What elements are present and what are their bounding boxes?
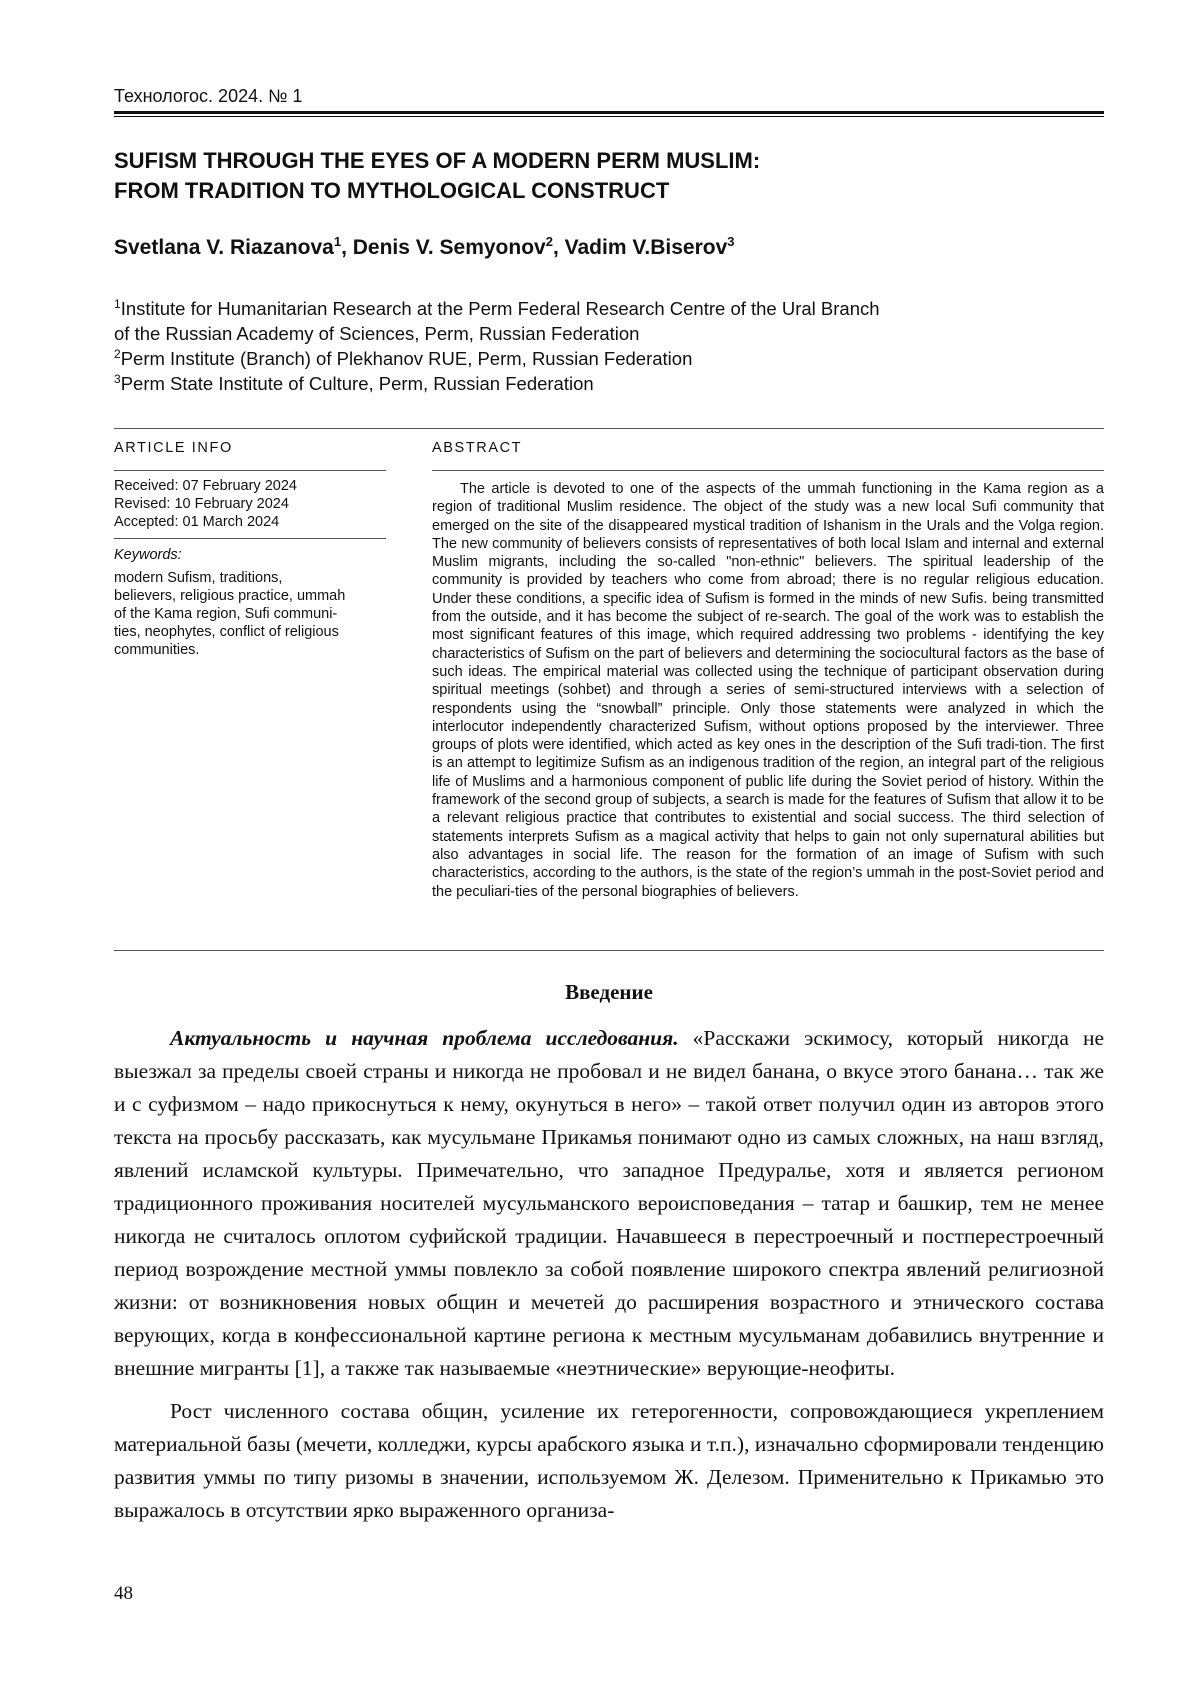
keywords-label: Keywords: xyxy=(114,547,182,563)
author-affiliation-mark: 1 xyxy=(333,234,342,249)
paragraph-text: «Расскажи эскимосу, который никогда не выезжал за пределы своей страны и никогда не пробовал и не видел банана, о вкусе этого банана… так же и с суфизмом – надо прикоснуться к нему, окунуться в него» – такой ответ получил один из авторов этого текста на просьбу рассказать, как мусульмане Прикамья понимают одно из самых сложных, на наш взгляд, явлений исламской культуры. Примечательно, что западное Предуралье, хотя и является регионом традиционного проживания носителей мусульманского вероисповедания – татар и башкир, тем не менее никогда не считалось оплотом суфийской традиции. Начавшееся в перестроечный и постперестроечный период возрождение местной уммы повлекло за собой появление широкого спектра явлений религиозной жизни: от возникновения новых общин и мечетей до расширения возрастного и этнического состава верующих, когда в конфессиональной картине региона к местным мусульманам добавились внутренние и внешние мигранты [1], а также так называемые «неэтнические» верующие-неофиты. xyxy=(114,1026,1105,1380)
author-separator: , xyxy=(341,236,353,259)
author-name: Vadim V.Biserov xyxy=(564,236,728,259)
info-top-rule xyxy=(114,428,1104,429)
affiliation-line xyxy=(114,346,1104,371)
author-affiliation-mark: 3 xyxy=(727,234,735,249)
affiliation-mark: 1 xyxy=(114,297,121,311)
article-info-label-rule xyxy=(114,470,386,471)
keywords-line: ties, neophytes, conflict of religious xyxy=(114,624,339,640)
paragraph-lead-phrase: Актуальность и научная проблема исследования. xyxy=(170,1026,679,1050)
affiliation-list xyxy=(114,296,1104,396)
abstract-label-rule xyxy=(432,470,1104,471)
abstract-label: ABSTRACT xyxy=(432,440,523,456)
received-date: Received: 07 February 2024 xyxy=(114,478,297,494)
author-name: Denis V. Semyonov xyxy=(352,236,546,259)
affiliation-text: Perm Institute (Branch) of Plekhanov RUE, Perm, Russian Federation xyxy=(120,348,693,369)
abstract-text: The article is devoted to one of the aspects of the ummah functioning in the Kama region as a region of traditional Muslim residence. The object of the study was a new local Sufi community that emerged on the site of the disappeared mystical tradition of Ishanism in the Urals and the Volga region. The new community of believers consists of representatives of both local Islam and internal and external Muslim migrants, including the so-called "non-ethnic" believers. The spiritual leadership of the community is provided by teachers who come from abroad; there is no regular religious education. Under these conditions, a specific idea of Sufism is formed in the minds of new Sufis. being transmitted from the outside, and it has become the subject of re-search. The goal of the work was to establish the most significant features of this image, which required addressing two problems - identifying the key characteristics of Sufism on the part of believers and determining the sociocultural factors as the base of such ideas. The empirical material was collected using the technique of participant observation during spiritual meetings (sohbet) and through a series of semi-structured interviews with a selection of respondents using the “snowball” principle. Only those statements were analyzed in which the interlocutor independently characterized Sufism, without options proposed by the interviewer. Three groups of plots were identified, which acted as key ones in the description of the Sufi tradi-tion. The first is an attempt to legitimize Sufism as an indigenous tradition of the region, an integral part of the religious life of Muslims and a harmonious component of public life during the Soviet period of history. Within the framework of the second group of subjects, a search is made for the features of Sufism that allow it to be a relevant religious practice that contributes to existential and social success. The third selection of statements interprets Sufism as a magical activity that helps to gain not only supernatural abilities but also advantages in social life. The reason for the formation of an image of Sufism with such characteristics, according to the authors, is the state of the region’s ummah in the post-Soviet period and the peculiari-ties of the personal biographies of believers. xyxy=(432,481,1104,900)
info-bottom-rule xyxy=(114,950,1104,951)
dates-keywords-divider xyxy=(114,538,386,539)
revised-date: Revised: 10 February 2024 xyxy=(114,496,289,512)
accepted-date: Accepted: 01 March 2024 xyxy=(114,514,280,530)
author-separator: , xyxy=(552,236,565,259)
page-number: 48 xyxy=(114,1583,133,1604)
author-affiliation-mark: 2 xyxy=(545,234,553,249)
keywords-line: believers, religious practice, ummah xyxy=(114,588,346,604)
body-paragraph-2: Рост численного состава общин, усиление их гетерогенности, сопровождающиеся укреплением материальной базы (мечети, колледжи, курсы арабского языка и т.п.), изначально сформировали тенденцию развития уммы по типу ризомы в значении, используемом Ж. Делезом. Применительно к Прикамью это выражалось в отсутствии ярко выраженного организа- xyxy=(114,1399,1104,1522)
affiliation-text: of the Russian Academy of Sciences, Perm, Russian Federation xyxy=(114,323,640,344)
affiliation-text: Institute for Humanitarian Research at the Perm Federal Research Centre of the Ural Branch xyxy=(120,298,880,319)
header-rule-thin xyxy=(114,116,1104,117)
title-line-1: SUFISM THROUGH THE EYES OF A MODERN PERM MUSLIM: xyxy=(114,148,761,173)
affiliation-mark: 3 xyxy=(114,372,121,386)
author-name: Svetlana V. Riazanova xyxy=(114,236,334,259)
keywords-line: modern Sufism, traditions, xyxy=(114,570,283,586)
keywords-line: communities. xyxy=(114,642,200,658)
affiliation-mark: 2 xyxy=(114,347,121,361)
keywords-line: of the Kama region, Sufi communi- xyxy=(114,606,338,622)
article-info-label: ARTICLE INFO xyxy=(114,440,233,456)
running-header: Технологос. 2024. № 1 xyxy=(114,86,303,106)
body-paragraph-1 xyxy=(114,1022,1104,1385)
article-title xyxy=(114,146,1104,206)
affiliation-line xyxy=(114,321,1104,346)
affiliation-text: Perm State Institute of Culture, Perm, Russian Federation xyxy=(120,373,594,394)
affiliation-line xyxy=(114,296,1104,321)
affiliation-line xyxy=(114,371,1104,396)
author-list xyxy=(114,234,1104,262)
section-heading-introduction: Введение xyxy=(565,980,653,1004)
header-rule-thick xyxy=(114,111,1104,114)
article-dates xyxy=(114,477,386,531)
title-line-2: FROM TRADITION TO MYTHOLOGICAL CONSTRUCT xyxy=(114,178,670,203)
keywords-block xyxy=(114,546,386,659)
